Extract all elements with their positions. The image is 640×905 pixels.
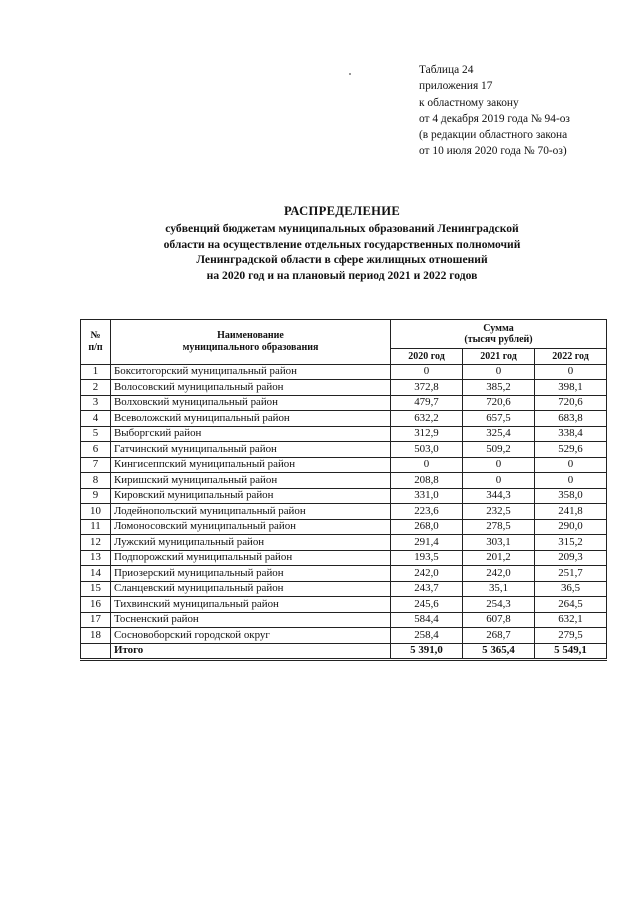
header-year-2022: 2022 год — [535, 349, 607, 365]
row-value-2022: 290,0 — [535, 519, 607, 535]
table-row — [81, 426, 607, 442]
reference-line: от 10 июля 2020 года № 70-оз) — [419, 145, 567, 158]
row-municipality: Подпорожский муниципальный район — [111, 550, 391, 566]
header-year-2020: 2020 год — [391, 349, 463, 365]
table-row — [81, 473, 607, 489]
table-row — [81, 442, 607, 458]
row-value-2022: 264,5 — [535, 597, 607, 613]
row-value-2020: 242,0 — [391, 566, 463, 582]
document-subtitle — [80, 221, 604, 283]
row-number: 4 — [81, 411, 111, 427]
row-value-2020: 258,4 — [391, 628, 463, 644]
reference-line: к областному закону — [419, 96, 519, 109]
total-label: Итого — [111, 643, 391, 660]
row-number: 11 — [81, 519, 111, 535]
row-value-2021: 509,2 — [463, 442, 535, 458]
row-number: 7 — [81, 457, 111, 473]
row-value-2021: 0 — [463, 364, 535, 380]
header-year-2021: 2021 год — [463, 349, 535, 365]
document-title-block — [80, 203, 604, 283]
total-value-2020: 5 391,0 — [391, 643, 463, 660]
row-value-2020: 208,8 — [391, 473, 463, 489]
row-municipality: Волховский муниципальный район — [111, 395, 391, 411]
row-municipality: Лужский муниципальный район — [111, 535, 391, 551]
row-value-2020: 331,0 — [391, 488, 463, 504]
row-value-2022: 720,6 — [535, 395, 607, 411]
header-sum: Сумма (тысяч рублей) — [391, 320, 607, 349]
row-value-2022: 36,5 — [535, 581, 607, 597]
row-number: 1 — [81, 364, 111, 380]
row-municipality: Всеволожский муниципальный район — [111, 411, 391, 427]
row-value-2022: 0 — [535, 473, 607, 489]
table-row — [81, 488, 607, 504]
row-value-2022: 315,2 — [535, 535, 607, 551]
row-value-2021: 232,5 — [463, 504, 535, 520]
reference-line: (в редакции областного закона — [419, 129, 568, 142]
reference-line: Таблица 24 — [419, 64, 474, 76]
row-number: 12 — [81, 535, 111, 551]
row-number: 3 — [81, 395, 111, 411]
subtitle-line: области на осуществление отдельных государственных полномочий — [163, 237, 521, 251]
row-number: 18 — [81, 628, 111, 644]
row-value-2022: 398,1 — [535, 380, 607, 396]
row-municipality: Сосновоборский городской округ — [111, 628, 391, 644]
row-value-2021: 254,3 — [463, 597, 535, 613]
table-row — [81, 628, 607, 644]
row-municipality: Тосненский район — [111, 612, 391, 628]
total-value-2021: 5 365,4 — [463, 643, 535, 660]
row-value-2021: 242,0 — [463, 566, 535, 582]
row-value-2020: 0 — [391, 364, 463, 380]
row-value-2020: 479,7 — [391, 395, 463, 411]
row-value-2021: 720,6 — [463, 395, 535, 411]
row-value-2020: 0 — [391, 457, 463, 473]
total-number-cell — [81, 643, 111, 660]
row-number: 2 — [81, 380, 111, 396]
row-value-2020: 372,8 — [391, 380, 463, 396]
total-value-2022: 5 549,1 — [535, 643, 607, 660]
row-value-2022: 251,7 — [535, 566, 607, 582]
row-value-2022: 241,8 — [535, 504, 607, 520]
table-row — [81, 457, 607, 473]
row-value-2021: 325,4 — [463, 426, 535, 442]
row-value-2022: 338,4 — [535, 426, 607, 442]
row-value-2020: 584,4 — [391, 612, 463, 628]
row-value-2021: 607,8 — [463, 612, 535, 628]
row-municipality: Лодейнопольский муниципальный район — [111, 504, 391, 520]
row-value-2022: 358,0 — [535, 488, 607, 504]
header-number: № п/п — [81, 320, 111, 365]
table-row — [81, 519, 607, 535]
row-municipality: Кингисеппский муниципальный район — [111, 457, 391, 473]
row-value-2022: 529,6 — [535, 442, 607, 458]
row-value-2020: 312,9 — [391, 426, 463, 442]
row-number: 5 — [81, 426, 111, 442]
row-municipality: Бокситогорский муниципальный район — [111, 364, 391, 380]
row-municipality: Сланцевский муниципальный район — [111, 581, 391, 597]
subtitle-line: субвенций бюджетам муниципальных образований Ленинградской — [165, 222, 519, 235]
subventions-table — [80, 319, 607, 661]
table-row — [81, 380, 607, 396]
row-number: 8 — [81, 473, 111, 489]
table-row — [81, 411, 607, 427]
row-value-2022: 632,1 — [535, 612, 607, 628]
row-municipality: Ломоносовский муниципальный район — [111, 519, 391, 535]
row-number: 17 — [81, 612, 111, 628]
row-municipality: Приозерский муниципальный район — [111, 566, 391, 582]
row-value-2020: 291,4 — [391, 535, 463, 551]
table-row — [81, 364, 607, 380]
row-number: 16 — [81, 597, 111, 613]
table-row — [81, 581, 607, 597]
row-value-2020: 268,0 — [391, 519, 463, 535]
row-number: 14 — [81, 566, 111, 582]
row-value-2020: 632,2 — [391, 411, 463, 427]
row-value-2022: 209,3 — [535, 550, 607, 566]
row-number: 15 — [81, 581, 111, 597]
row-municipality: Волосовский муниципальный район — [111, 380, 391, 396]
row-value-2021: 0 — [463, 457, 535, 473]
row-value-2020: 503,0 — [391, 442, 463, 458]
reference-line: от 4 декабря 2019 года № 94-оз — [419, 112, 570, 125]
table-row — [81, 395, 607, 411]
row-value-2021: 35,1 — [463, 581, 535, 597]
table-row — [81, 535, 607, 551]
document-title: РАСПРЕДЕЛЕНИЕ — [283, 204, 401, 218]
row-number: 9 — [81, 488, 111, 504]
row-value-2021: 344,3 — [463, 488, 535, 504]
appendix-reference — [419, 62, 570, 160]
row-value-2021: 201,2 — [463, 550, 535, 566]
row-value-2020: 193,5 — [391, 550, 463, 566]
row-municipality: Выборгский район — [111, 426, 391, 442]
row-value-2022: 0 — [535, 457, 607, 473]
row-municipality: Тихвинский муниципальный район — [111, 597, 391, 613]
row-number: 10 — [81, 504, 111, 520]
row-value-2021: 385,2 — [463, 380, 535, 396]
row-municipality: Киришский муниципальный район — [111, 473, 391, 489]
row-value-2020: 245,6 — [391, 597, 463, 613]
row-value-2021: 278,5 — [463, 519, 535, 535]
row-municipality: Гатчинский муниципальный район — [111, 442, 391, 458]
table-row — [81, 566, 607, 582]
scan-speck — [349, 73, 351, 75]
reference-line: приложения 17 — [419, 80, 493, 93]
table-row — [81, 504, 607, 520]
row-value-2020: 243,7 — [391, 581, 463, 597]
table-body — [81, 364, 607, 660]
row-value-2022: 279,5 — [535, 628, 607, 644]
table-row — [81, 597, 607, 613]
table-row — [81, 612, 607, 628]
row-value-2021: 657,5 — [463, 411, 535, 427]
row-value-2022: 0 — [535, 364, 607, 380]
subtitle-line: на 2020 год и на плановый период 2021 и 2022 годов — [206, 268, 478, 282]
row-number: 13 — [81, 550, 111, 566]
row-value-2020: 223,6 — [391, 504, 463, 520]
header-municipality: Наименование муниципального образования — [111, 320, 391, 365]
row-value-2021: 268,7 — [463, 628, 535, 644]
subtitle-line: Ленинградской области в сфере жилищных отношений — [196, 253, 488, 267]
row-value-2021: 303,1 — [463, 535, 535, 551]
row-value-2022: 683,8 — [535, 411, 607, 427]
table-row — [81, 550, 607, 566]
row-value-2021: 0 — [463, 473, 535, 489]
row-municipality: Кировский муниципальный район — [111, 488, 391, 504]
row-number: 6 — [81, 442, 111, 458]
total-row — [81, 643, 607, 660]
